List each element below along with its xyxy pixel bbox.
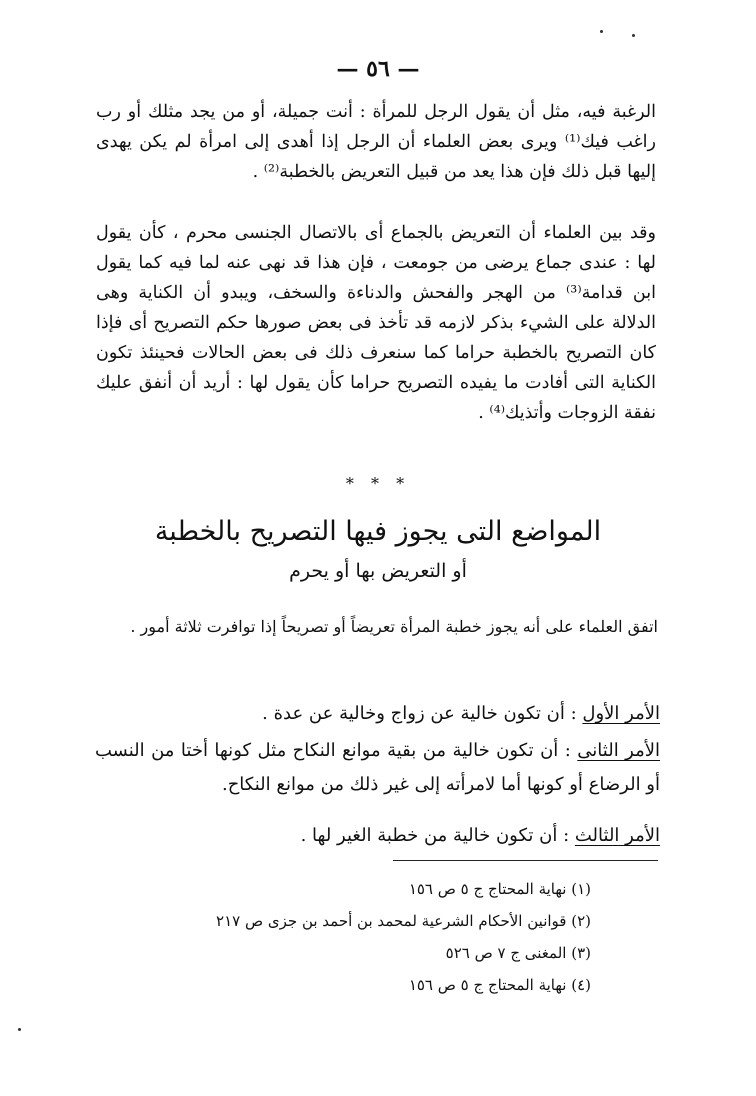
- page-number: — ٥٦ —: [336, 56, 420, 82]
- condition-2-label: الأمر الثانى: [577, 740, 660, 761]
- footnote-2: (٢) قوانين الأحكام الشرعية لمحمد بن أحمد بن جزى ص ٢١٧: [216, 912, 591, 930]
- condition-3: [95, 819, 660, 853]
- footnote-1: (١) نهاية المحتاج ج ٥ ص ١٥٦: [408, 880, 591, 898]
- paragraph-2: وقد بين العلماء أن التعريض بالجماع أى بالاتصال الجنسى محرم ، كأن يقول لها : عندى جماع يرضى من جومعت ، فإن هذا قد نهى عنه لما فيه كما يقول ابن قدامة⁽³⁾ من الهجر والفحش والدناءة والسخف، ويبدو أن الكناية وهى الدلالة على الشيء بذكر لازمه قد تأخذ فى بعض صورها حكم التصريح أى فإذا كان التصريح بالخطبة حراما كما سنعرف ذلك فى بعض الحالات فحينئذ تكون الكناية التى أفادت ما يفيده التصريح حراما كأن يقول لها : أريد أن أنفق عليك نفقة الزوجات وأتذيك⁽⁴⁾ .: [96, 223, 656, 423]
- footnotes-list: [111, 873, 591, 1001]
- scan-speck: [600, 30, 603, 33]
- scan-speck: [18, 1028, 21, 1031]
- section-separator: * * *: [345, 474, 411, 493]
- footnote-divider: [393, 860, 658, 861]
- section-subheading: أو التعريض بها أو يحرم: [289, 560, 467, 582]
- paragraph-1: الرغبة فيه، مثل أن يقول الرجل للمرأة : أنت جميلة، أو من يجد مثلك أو رب راغب فيك⁽¹⁾ ويرى بعض العلماء أن الرجل إذا أهدى إلى امرأة لم يكن يهدى إليها قبل ذلك فإن هذا يعد من قبيل التعريض بالخطبة⁽²⁾ .: [96, 102, 656, 182]
- footnote-4: (٤) نهاية المحتاج ج ٥ ص ١٥٦: [408, 976, 591, 994]
- condition-1-label: الأمر الأول: [582, 703, 660, 724]
- scan-speck: [632, 34, 635, 37]
- footnote-3: (٣) المغنى ج ٧ ص ٥٢٦: [445, 944, 591, 962]
- condition-3-text: : أن تكون خالية من خطبة الغير لها .: [300, 825, 570, 846]
- condition-3-label: الأمر الثالث: [574, 825, 660, 846]
- section-heading: المواضع التى يجوز فيها التصريح بالخطبة: [154, 516, 602, 547]
- condition-1: [95, 697, 660, 731]
- condition-2: [95, 734, 660, 802]
- condition-2-text: : أن تكون خالية من بقية موانع النكاح مثل كونها أختا من النسب أو الرضاع أو كونها أما لامرأته إلى غير ذلك من موانع النكاح.: [95, 740, 660, 795]
- section-intro: اتفق العلماء على أنه يجوز خطبة المرأة تعريضاً أو تصريحاً إذا توافرت ثلاثة أمور .: [130, 617, 658, 636]
- condition-1-text: : أن تكون خالية عن زواج وخالية عن عدة .: [262, 703, 577, 724]
